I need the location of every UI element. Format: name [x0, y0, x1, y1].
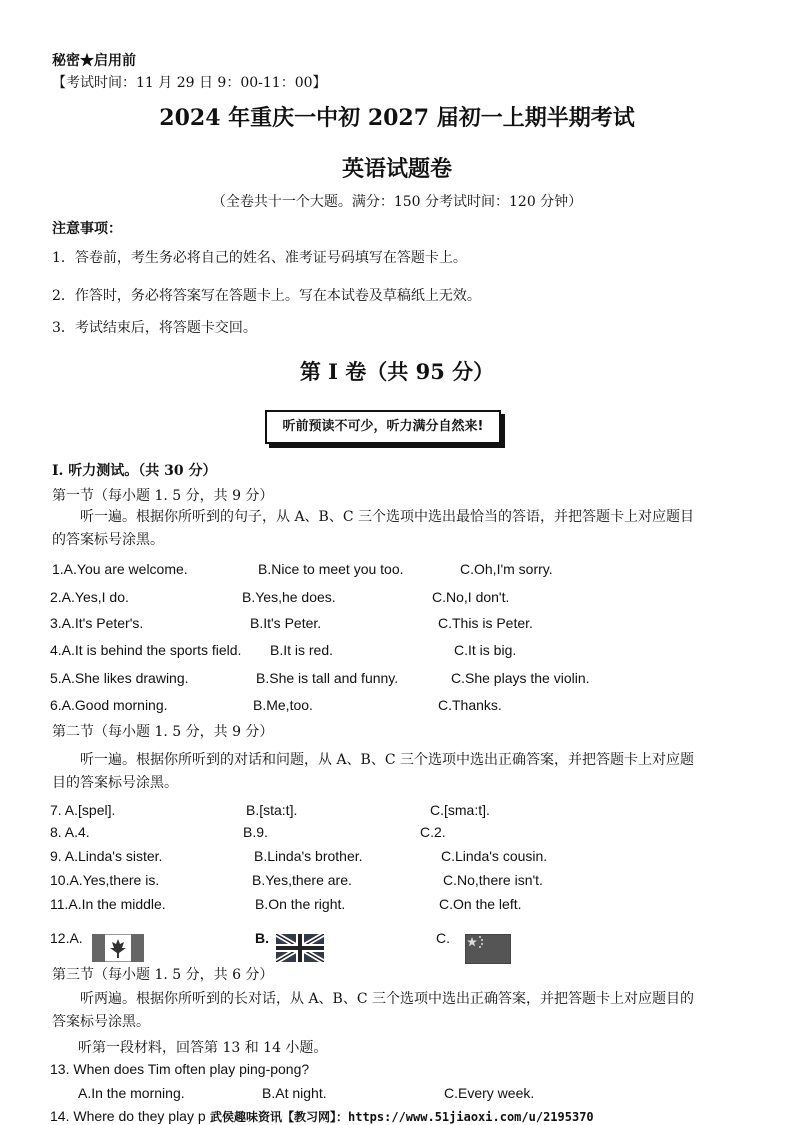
q13-stem: 13. When does Tim often play ping-pong? [50, 1061, 310, 1077]
q10-option-b: B.Yes,there are. [252, 872, 352, 888]
section1-instruction: 听一遍。根据你所听到的句子，从 A、B、C 三个选项中选出最恰当的答语，并把答题卡上对应题目的答案标号涂黑。 [52, 509, 695, 548]
secret-label: 秘密★启用前 [52, 53, 136, 69]
paper-summary: （全卷共十一个大题。满分：150 分考试时间：120 分钟） [211, 194, 583, 210]
q11-option-a: 11.A.In the middle. [50, 896, 166, 912]
q5-option-a: 5.A.She likes drawing. [50, 670, 189, 686]
q14-stem: 14. Where do they play p [50, 1108, 206, 1124]
q3-option-b: B.It's Peter. [250, 615, 322, 631]
section-heading: I. 听力测试。（共 30 分） [52, 463, 217, 479]
q12-option-a: 12.A. [50, 930, 83, 946]
q9-option-b: B.Linda's brother. [254, 848, 363, 864]
q7-option-a: 7. A.[spel]. [50, 802, 116, 818]
china-flag-icon [465, 934, 511, 964]
q12-option-b: B. [255, 930, 269, 946]
q2-option-a: 2.A.Yes,I do. [50, 589, 129, 605]
listening-banner [265, 410, 501, 444]
q13-option-a: A.In the morning. [78, 1085, 185, 1101]
q6-option-c: C.Thanks. [438, 697, 502, 713]
q2-option-b: B.Yes,he does. [242, 589, 336, 605]
section3-instruction: 听两遍。根据你所听到的长对话，从 A、B、C 三个选项中选出正确答案，并把答题卡上对应题目的答案标号涂黑。 [52, 991, 695, 1030]
note-item: 2．作答时，务必将答案写在答题卡上。写在本试卷及草稿纸上无效。 [52, 288, 481, 304]
section1-title: 第一节（每小题 1. 5 分，共 9 分） [52, 488, 274, 504]
q12-option-c: C. [436, 930, 450, 946]
q8-option-a: 8. A.4. [50, 824, 90, 840]
q3-option-a: 3.A.It's Peter's. [50, 615, 144, 631]
material-note: 听第一段材料，回答第 13 和 14 小题。 [78, 1040, 328, 1056]
canada-flag-icon [92, 934, 144, 962]
q5-option-b: B.She is tall and funny. [256, 670, 399, 686]
section2-title: 第二节（每小题 1. 5 分，共 9 分） [52, 724, 274, 740]
section3-title: 第三节（每小题 1. 5 分，共 6 分） [52, 967, 274, 983]
q1-option-a: 1.A.You are welcome. [52, 561, 188, 577]
part-title: 第 I 卷（共 95 分） [299, 359, 495, 384]
q13-option-c: C.Every week. [444, 1085, 535, 1101]
banner-text: 听前预读不可少，听力满分自然来! [282, 419, 484, 434]
q7-option-b: B.[sta:t]. [246, 802, 298, 818]
q9-option-a: 9. A.Linda's sister. [50, 848, 163, 864]
paper-subject: 英语试题卷 [341, 156, 452, 182]
note-item: 3．考试结束后，将答题卡交回。 [52, 320, 257, 336]
q3-option-c: C.This is Peter. [438, 615, 533, 631]
q6-option-b: B.Me,too. [253, 697, 313, 713]
q4-option-a: 4.A.It is behind the sports field. [50, 642, 242, 658]
q13-option-b: B.At night. [262, 1085, 327, 1101]
q10-option-a: 10.A.Yes,there is. [50, 872, 160, 888]
q11-option-b: B.On the right. [255, 896, 346, 912]
notes-heading: 注意事项： [52, 221, 122, 237]
q4-option-b: B.It is red. [270, 642, 334, 658]
note-item: 1．答卷前，考生务必将自己的姓名、准考证号码填写在答题卡上。 [52, 250, 467, 266]
footer-watermark: 武侯趣味资讯【教习网】：https://www.51jiaoxi.com/u/2195370 [210, 1110, 594, 1124]
exam-time: 【考试时间：11 月 29 日 9：00-11：00】 [52, 75, 327, 91]
section2-instruction: 听一遍。根据你所听到的对话和问题，从 A、B、C 三个选项中选出正确答案，并把答题卡上对应题目的答案标号涂黑。 [52, 752, 695, 791]
q10-option-c: C.No,there isn't. [443, 872, 543, 888]
q2-option-c: C.No,I don't. [432, 589, 510, 605]
q8-option-b: B.9. [243, 824, 268, 840]
q1-option-c: C.Oh,I'm sorry. [460, 561, 553, 577]
exam-title: 2024 年重庆一中初 2027 届初一上期半期考试 [159, 105, 635, 131]
uk-flag-icon [276, 934, 324, 962]
q6-option-a: 6.A.Good morning. [50, 697, 168, 713]
q11-option-c: C.On the left. [439, 896, 522, 912]
q9-option-c: C.Linda's cousin. [441, 848, 548, 864]
q1-option-b: B.Nice to meet you too. [258, 561, 404, 577]
q5-option-c: C.She plays the violin. [451, 670, 590, 686]
q7-option-c: C.[sma:t]. [430, 802, 490, 818]
q4-option-c: C.It is big. [454, 642, 517, 658]
q8-option-c: C.2. [420, 824, 446, 840]
